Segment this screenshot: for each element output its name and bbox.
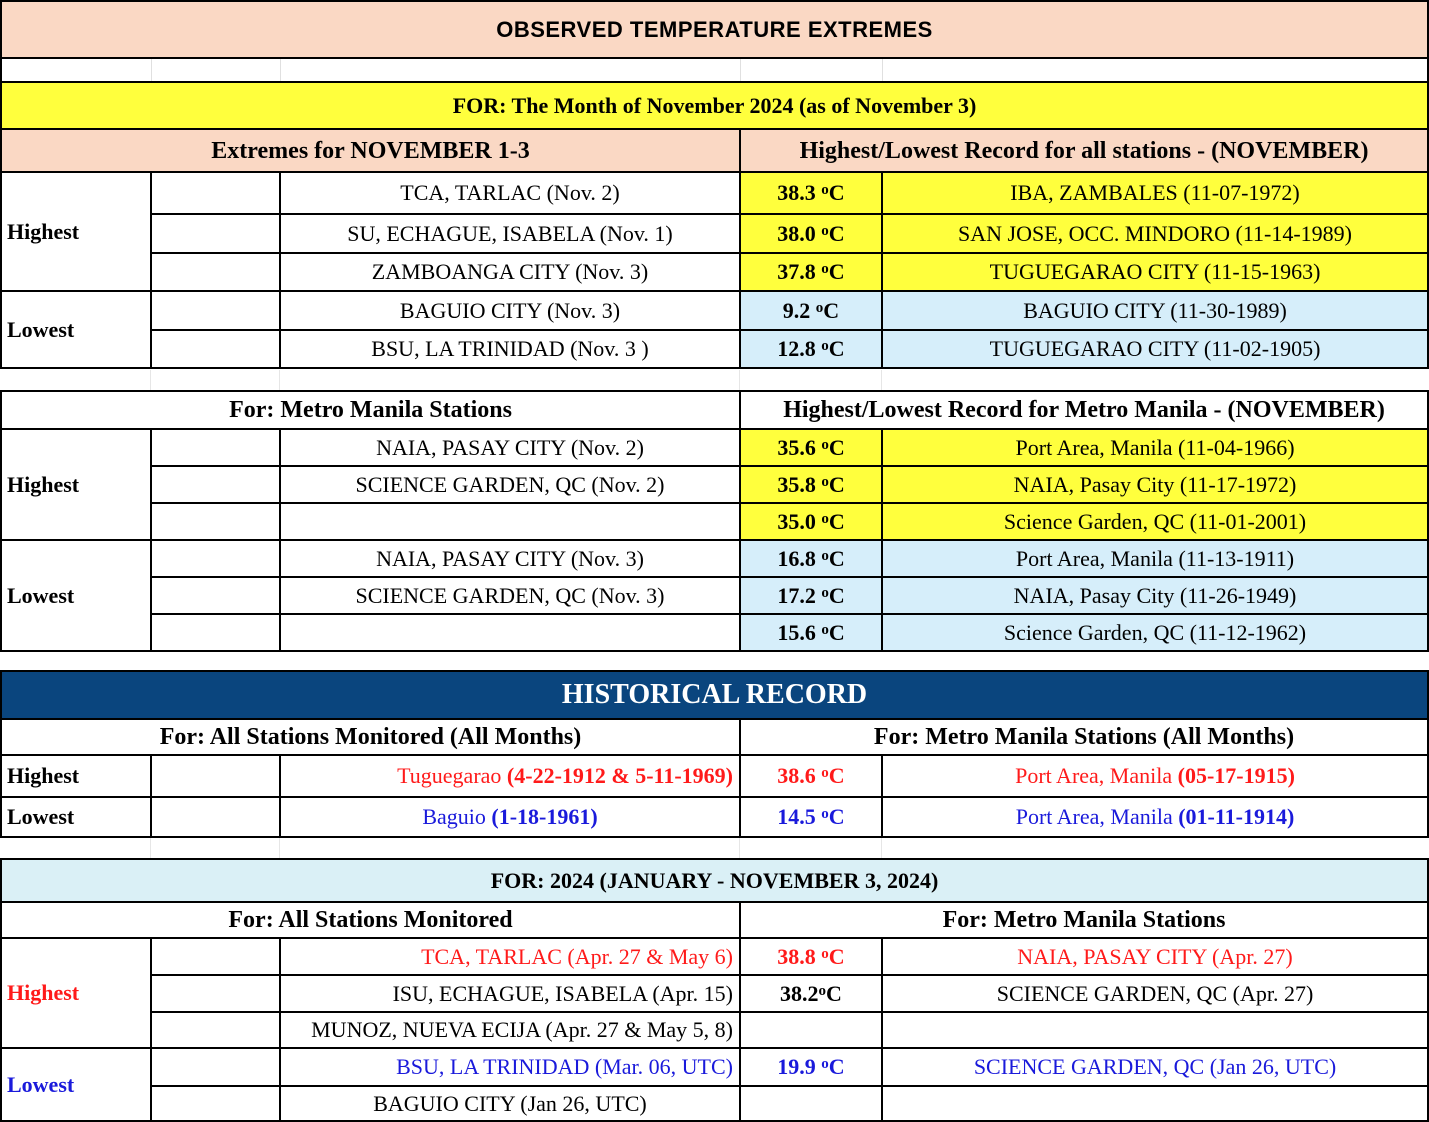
station-cell: SCIENCE GARDEN, QC (Nov. 3)	[280, 577, 740, 614]
station-cell: TCA, TARLAC (Apr. 27 & May 6)	[280, 938, 740, 975]
year-2024-table	[0, 858, 1429, 1122]
lowest-label: Lowest	[1, 540, 151, 651]
station-cell: BSU, LA TRINIDAD (Nov. 3 )	[280, 330, 740, 368]
record-cell: BAGUIO CITY (11-30-1989)	[882, 291, 1428, 330]
station-cell: BAGUIO CITY (Jan 26, UTC)	[280, 1086, 740, 1121]
table-row	[1, 1086, 1428, 1121]
record-cell	[882, 1012, 1428, 1048]
gridline	[150, 370, 151, 390]
station-cell: BAGUIO CITY (Nov. 3)	[280, 291, 740, 330]
temp-cell	[740, 1012, 882, 1048]
record-cell: Port Area, Manila (01-11-1914)	[882, 797, 1428, 837]
historical-right-header: For: Metro Manila Stations (All Months)	[740, 719, 1428, 755]
station-cell: MUNOZ, NUEVA ECIJA (Apr. 27 & May 5, 8)	[280, 1012, 740, 1048]
temp-cell: 38.3 $^o$C	[740, 172, 882, 214]
station-cell: NAIA, PASAY CITY (Nov. 3)	[280, 540, 740, 577]
gridline	[881, 370, 882, 390]
station-cell: SU, ECHAGUE, ISABELA (Nov. 1)	[280, 214, 740, 253]
record-cell: SCIENCE GARDEN, QC (Jan 26, UTC)	[882, 1048, 1428, 1086]
station-cell: ZAMBOANGA CITY (Nov. 3)	[280, 253, 740, 291]
table-row	[1, 503, 1428, 540]
historical-left-header: For: All Stations Monitored (All Months)	[1, 719, 740, 755]
station-cell: NAIA, PASAY CITY (Nov. 2)	[280, 429, 740, 466]
gridline	[279, 836, 280, 858]
station-cell	[280, 614, 740, 651]
record-cell: NAIA, PASAY CITY (Apr. 27)	[882, 938, 1428, 975]
temp-cell: 16.8 $^o$C	[740, 540, 882, 577]
station-cell: Baguio (1-18-1961)	[280, 797, 740, 837]
month-header: FOR: The Month of November 2024 (as of November 3)	[1, 82, 1428, 129]
station-cell: Tuguegarao (4-22-1912 & 5-11-1969)	[280, 755, 740, 797]
gridline	[279, 370, 280, 390]
table-row	[1, 330, 1428, 368]
table-row	[1, 975, 1428, 1012]
section2-left-header: For: Metro Manila Stations	[1, 391, 740, 429]
record-cell: Port Area, Manila (11-04-1966)	[882, 429, 1428, 466]
record-cell: TUGUEGARAO CITY (11-15-1963)	[882, 253, 1428, 291]
station-cell	[280, 503, 740, 540]
temp-cell	[740, 1086, 882, 1121]
record-cell: Port Area, Manila (11-13-1911)	[882, 540, 1428, 577]
lowest-label: Lowest	[1, 291, 151, 368]
temp-cell: 19.9 $^o$C	[740, 1048, 882, 1086]
table-row	[1, 466, 1428, 503]
record-cell	[882, 1086, 1428, 1121]
record-cell: Science Garden, QC (11-12-1962)	[882, 614, 1428, 651]
temp-cell: 37.8 $^o$C	[740, 253, 882, 291]
temp-cell: 38.2$^o$C	[740, 975, 882, 1012]
gridline	[739, 836, 740, 858]
station-cell: ISU, ECHAGUE, ISABELA (Apr. 15)	[280, 975, 740, 1012]
temp-cell: 12.8 $^o$C	[740, 330, 882, 368]
lowest-label: Lowest	[1, 797, 151, 837]
historical-header: HISTORICAL RECORD	[1, 671, 1428, 719]
highest-label: Highest	[1, 938, 151, 1048]
station-cell: SCIENCE GARDEN, QC (Nov. 2)	[280, 466, 740, 503]
table-row	[1, 755, 1428, 797]
table-row	[1, 1012, 1428, 1048]
table-row	[1, 429, 1428, 466]
record-cell: IBA, ZAMBALES (11-07-1972)	[882, 172, 1428, 214]
gridline	[150, 836, 151, 858]
metro-manila-table	[0, 390, 1429, 652]
year-right-header: For: Metro Manila Stations	[740, 902, 1428, 938]
table-row	[1, 172, 1428, 214]
temp-cell: 35.0 $^o$C	[740, 503, 882, 540]
table-row	[1, 577, 1428, 614]
record-cell: Port Area, Manila (05-17-1915)	[882, 755, 1428, 797]
temp-cell: 9.2 $^o$C	[740, 291, 882, 330]
gridline	[739, 370, 740, 390]
highest-label: Highest	[1, 755, 151, 797]
table-row	[1, 1048, 1428, 1086]
table-row	[1, 614, 1428, 651]
station-cell: TCA, TARLAC (Nov. 2)	[280, 172, 740, 214]
section1-right-header: Highest/Lowest Record for all stations - (NOVEMBER)	[740, 129, 1428, 172]
table-row	[1, 797, 1428, 837]
temp-cell: 38.8 $^o$C	[740, 938, 882, 975]
highest-label: Highest	[1, 429, 151, 540]
year-header: FOR: 2024 (JANUARY - NOVEMBER 3, 2024)	[1, 859, 1428, 902]
table-row	[1, 540, 1428, 577]
temp-cell: 38.6 $^o$C	[740, 755, 882, 797]
temp-cell: 15.6 $^o$C	[740, 614, 882, 651]
temp-cell: 14.5 $^o$C	[740, 797, 882, 837]
gridline	[881, 836, 882, 858]
record-cell: NAIA, Pasay City (11-26-1949)	[882, 577, 1428, 614]
record-cell: NAIA, Pasay City (11-17-1972)	[882, 466, 1428, 503]
station-cell: BSU, LA TRINIDAD (Mar. 06, UTC)	[280, 1048, 740, 1086]
section2-right-header: Highest/Lowest Record for Metro Manila - (NOVEMBER)	[740, 391, 1428, 429]
historical-record-table	[0, 670, 1429, 838]
table-row	[1, 253, 1428, 291]
temp-cell: 38.0 $^o$C	[740, 214, 882, 253]
section1-left-header: Extremes for NOVEMBER 1-3	[1, 129, 740, 172]
page-title: OBSERVED TEMPERATURE EXTREMES	[1, 1, 1428, 58]
november-extremes-table	[0, 0, 1429, 369]
table-row	[1, 214, 1428, 253]
temp-cell: 17.2 $^o$C	[740, 577, 882, 614]
lowest-label: Lowest	[1, 1048, 151, 1121]
table-row	[1, 291, 1428, 330]
temp-cell: 35.6 $^o$C	[740, 429, 882, 466]
record-cell: Science Garden, QC (11-01-2001)	[882, 503, 1428, 540]
highest-label: Highest	[1, 172, 151, 291]
table-row	[1, 938, 1428, 975]
record-cell: TUGUEGARAO CITY (11-02-1905)	[882, 330, 1428, 368]
temp-cell: 35.8 $^o$C	[740, 466, 882, 503]
record-cell: SAN JOSE, OCC. MINDORO (11-14-1989)	[882, 214, 1428, 253]
year-left-header: For: All Stations Monitored	[1, 902, 740, 938]
record-cell: SCIENCE GARDEN, QC (Apr. 27)	[882, 975, 1428, 1012]
